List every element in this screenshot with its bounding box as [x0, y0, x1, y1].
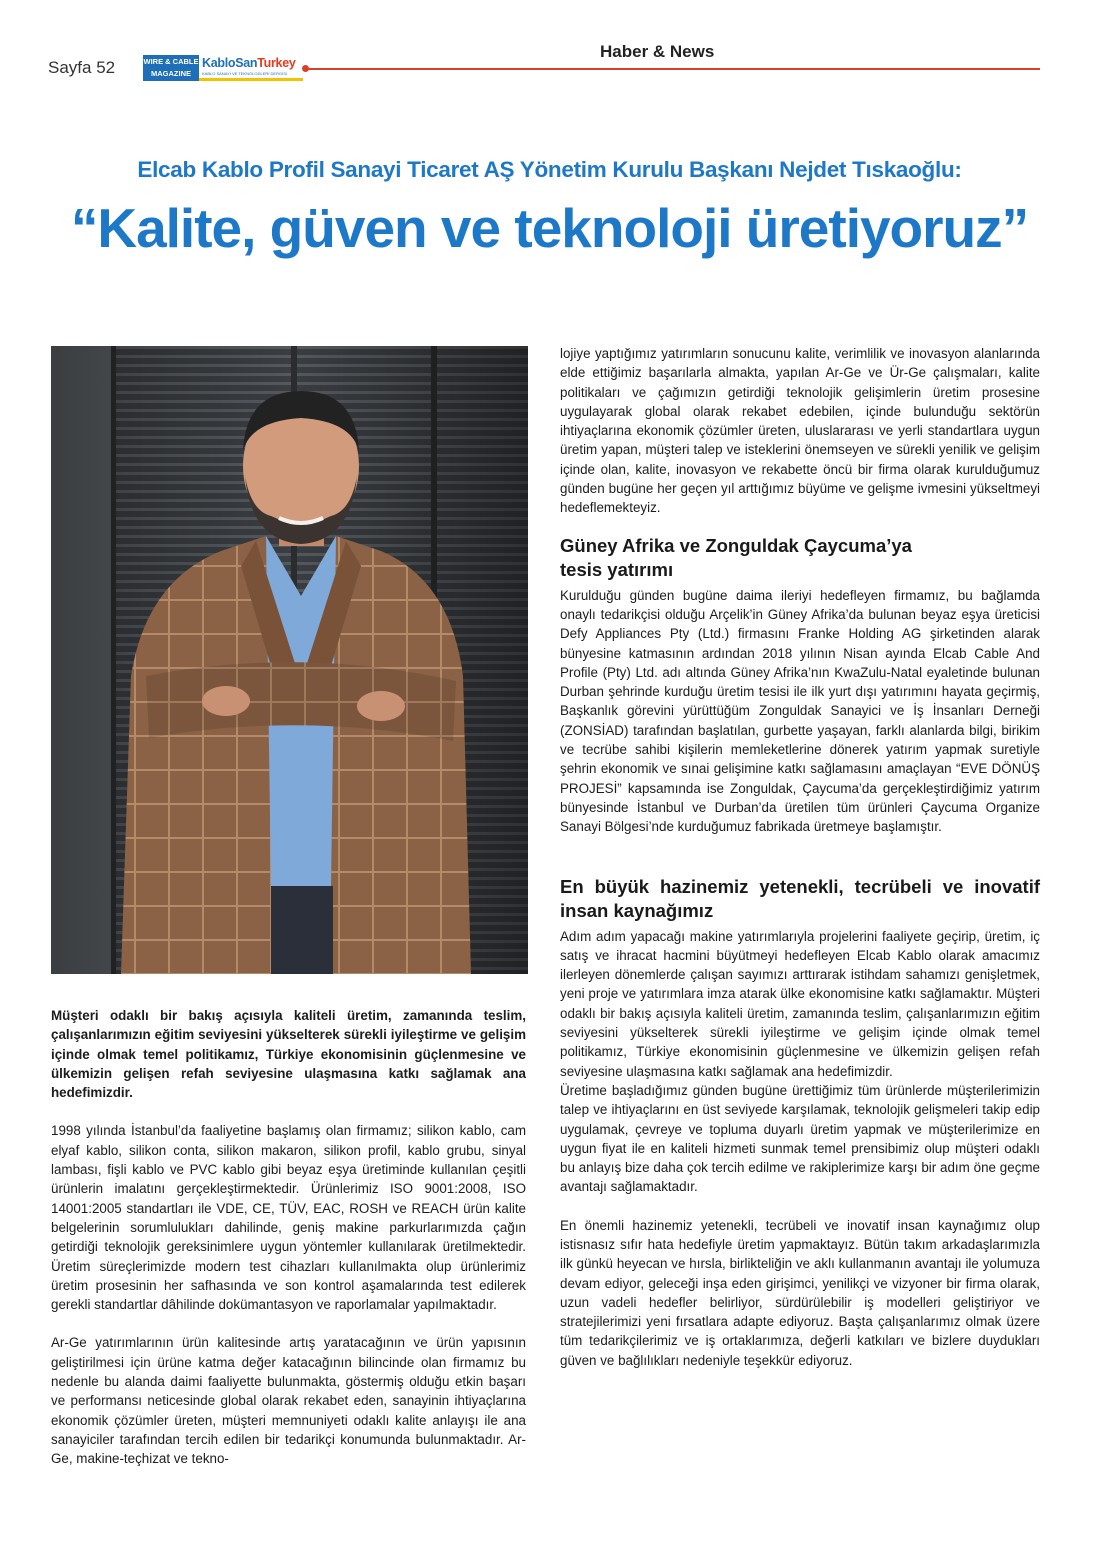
article-headline: “Kalite, güven ve teknoloji üretiyoruz” [70, 197, 1029, 259]
logo-tagline: KABLO SANAYİ VE TEKNOLOJİLERİ DERGİSİ [202, 71, 287, 76]
subheading-line: Güney Afrika ve Zonguldak Çaycuma’ya [560, 534, 912, 556]
logo-wire-cable-badge [143, 55, 199, 81]
logo-brand-part2: Turkey [257, 56, 296, 70]
body-paragraph: En önemli hazinemiz yetenekli, tecrübeli ve inovatif insan kaynağımız olup istisnasız sıfır hata hedefiyle üretim yapmaktayız. Bütün takım arkadaşlarımızla ilk günkü heyecan ve hırsla, birlikteliğin ve aklı kullanmanın avantajı ile yolumuza devam ediyor, geleceği inşa eden girişimci, yenilikçi ve vizyoner bir firma olarak, uzun vadeli hedefler belirliyor, sürdürülebilir iş modelleri geliştiriyor ve stratejilerimizi yeni fırsatlara adapte ediyoruz. Başta çalışanlarımız olmak üzere tüm tedarikçilerimiz ve iş ortaklarımıza, değerli katkıları ve bizlere duydukları güven ve bağlılıkları nedeniyle teşekkür ediyoruz. [560, 1217, 1040, 1368]
right-column [560, 344, 1040, 1370]
logo-brand-block [199, 55, 303, 81]
header-rule [306, 68, 1040, 70]
body-paragraph: 1998 yılında İstanbul’da faaliyetine başlamış olan firmamız; silikon kablo, cam elyaf kablo, silikon conta, silikon makaron, silikon profil, kablo grubu, sinyal lambası, fişli kablo ve PVC kablo gibi beyaz eşya üretiminde kullanılan çeşitli ürünlerin imalatını gerçekleştirmektedir. Ürünlerimiz ISO 9001:2008, ISO 14001:2005 standartları ile VDE, CE, TÜV, EAC, ROSH ve REACH ürün kalite belgelerinin sorumlulukları dahilinde, geniş makine parkurlarımızda çağın getirdiği teknolojik gereksinimlere uygun yöntemler kullanılarak üretilmektedir. Üretim süreçlerimizde modern test cihazları kullanılmakta olup ürünlerimiz üretim prosesinin her safhasında ve son kontrol aşamalarında test edilerek gerekli standartlar dâhilinde dokümantasyon ve raporlamalar yapılmaktadır. [51, 1123, 526, 1313]
page-number: Sayfa 52 [48, 58, 116, 77]
subheading-line: tesis yatırımı [560, 558, 674, 580]
body-paragraph: lojiye yaptığımız yatırımların sonucunu kalite, verimlilik ve inovasyon alanlarında elde ettiğimiz başarılarla almakta, yapılan Ar-Ge ve Ür-Ge çalışmaları, kalite politikaları ve çağımızın getirdiği teknolojik gelişimlerin üretim prosesine uygulayarak global olarak rekabet edebilen, içinde bulunduğu sektörün ihtiyaçlarına ekonomik çözümler üreten, uluslararası ve yerli standartlara uygun üretim yapan, müşteri talep ve isteklerini önemseyen ve sürekli yenilik ve gelişim içinde olan, kalite, inovasyon ve rekabette öncü bir firma olarak kurulduğumuz günden bugüne her geçen yıl arttığımız büyüme ve gelişme ivmesini yükseltmeyi hedeflemekteyiz. [560, 346, 1040, 516]
subheading-south-africa [560, 534, 1040, 582]
logo-badge-line1: WIRE & CABLE [143, 57, 199, 66]
portrait-photo [51, 346, 528, 974]
article-kicker: Elcab Kablo Profil Sanayi Ticaret AŞ Yönetim Kurulu Başkanı Nejdet Tıskaoğlu: [137, 157, 962, 182]
body-paragraph: Ar-Ge yatırımlarının ürün kalitesinde artış yaratacağının ve ürün yapısının geliştirilmesi için ürüne katma değer katacağının bilincinde olan firmamız bu nedenle bu alanda daimi faaliyette bulunmakta, göstermiş olduğu etkin başarı ve performansı neticesinde global olarak rekabet eden, sanayinin ihtiyaçlarına ekonomik çözümler üreten, müşteri memnuniyeti odaklı kalite anlayışı ile ana sanayiciler tarafından tercih edilen bir tedarikçi konumunda bulunmaktadır. Ar-Ge, makine-teçhizat ve tekno- [51, 1335, 526, 1467]
logo-brand-name [202, 56, 296, 70]
logo-badge-line2: MAGAZINE [151, 69, 191, 78]
left-column [51, 1006, 526, 1469]
magazine-logo [143, 55, 303, 81]
subheading-human-resources: En büyük hazinemiz yetenekli, tecrübeli ve inovatif insan kaynağımız [560, 875, 1040, 921]
lead-paragraph: Müşteri odaklı bir bakış açısıyla kaliteli üretim, zamanında teslim, çalışanlarımızın eğitim seviyesini yükselterek sürekli iyileştirme ve gelişim içinde olmak temel politikamız, Türkiye ekonomisinin güçlenmesine ve ülkemizin gelişen refah seviyesine ulaşmasına katkı sağlamak ana hedefimizdir. [51, 1008, 526, 1101]
body-paragraph: Kurulduğu günden bugüne daima ileriyi hedefleyen firmamız, bu bağlamda onaylı tedarikçisi olduğu Arçelik’in Güney Afrika’da bulunan beyaz eşya üreticisi Defy Appliances Pty (Ltd.) firmasını Franke Holding AG şirketinden alarak bünyesine katmasının ardından 2018 yılının Nisan ayında Elcab Cable And Profile (Pty) Ltd. adı altında Güney Afrika’nın KwaZulu-Natal eyaletinde bulunan Durban şehrinde kurduğu üretim tesisi ile ilk yurt dışı yatırımını hayata geçirmiş, Başkanlık görevini yürüttüğüm Zonguldak Sanayici ve İş İnsanları Derneği (ZONSİAD) tarafından başlatılan, gurbette yaşayan, farklı alanlarda bilgi, birikim ve tecrübe sahibi kişilerin memleketlerine dönerek yatırım yapmak suretiyle şehrin ekonomik ve sınai gelişimine katkı sağlamasını amaçlayan “EVE DÖNÜŞ PROJESİ” kapsamında ise Zonguldak, Çaycuma’da gerçekleştirdiğimiz yatırım bünyesinde İstanbul ve Durban’da üretilen tüm ürünleri Çaycuma Organize Sanayi Bölgesi’nde kurduğumuz fabrikada üretmeye başlamıştır. [560, 587, 1040, 835]
body-paragraph: Üretime başladığımız günden bugüne ürettiğimiz tüm ürünlerde müşterilerimizin talep ve ihtiyaçlarını en üst seviyede karşılamak, teknolojik gelişmeleri takip edip uygulamak, çevreye ve topluma duyarlı üretim yapmak ve müşterilerimize en uygun fiyat ile en kaliteli hizmeti sunmak temel prensibimiz olup müşteri odaklı bu anlayış bize daha çok tercih edilme ve rakiplerimize karşı bir adım öne geçme avantajı sağlamaktadır. [560, 1082, 1040, 1195]
body-paragraph: Adım adım yapacağı makine yatırımlarıyla projelerini faaliyete geçirip, üretim, iç satış ve ihracat hacmini büyütmeyi hedefleyen Elcab Kablo olarak amacımız ilerleyen dönemlerde çalışan sayımızı arttırarak istihdam sahamızı genişletmek, yeni proje ve yatırımlara imza atarak ülke ekonomisine katkı sağlamaktır. Müşteri odaklı bir bakış açısıyla kaliteli üretim, zamanında teslim, çalışanlarımızın eğitim seviyesini yükselterek sürekli iyileştirme ve gelişim içinde olmak temel politikamız, Türkiye ekonomisinin güçlenmesine ve ülkemizin gelişen refah seviyesine ulaşmasına katkı sağlamak ana hedefimizdir. [560, 928, 1040, 1079]
logo-brand-part1: KabloSan [202, 56, 258, 70]
section-label: Haber & News [600, 42, 715, 61]
